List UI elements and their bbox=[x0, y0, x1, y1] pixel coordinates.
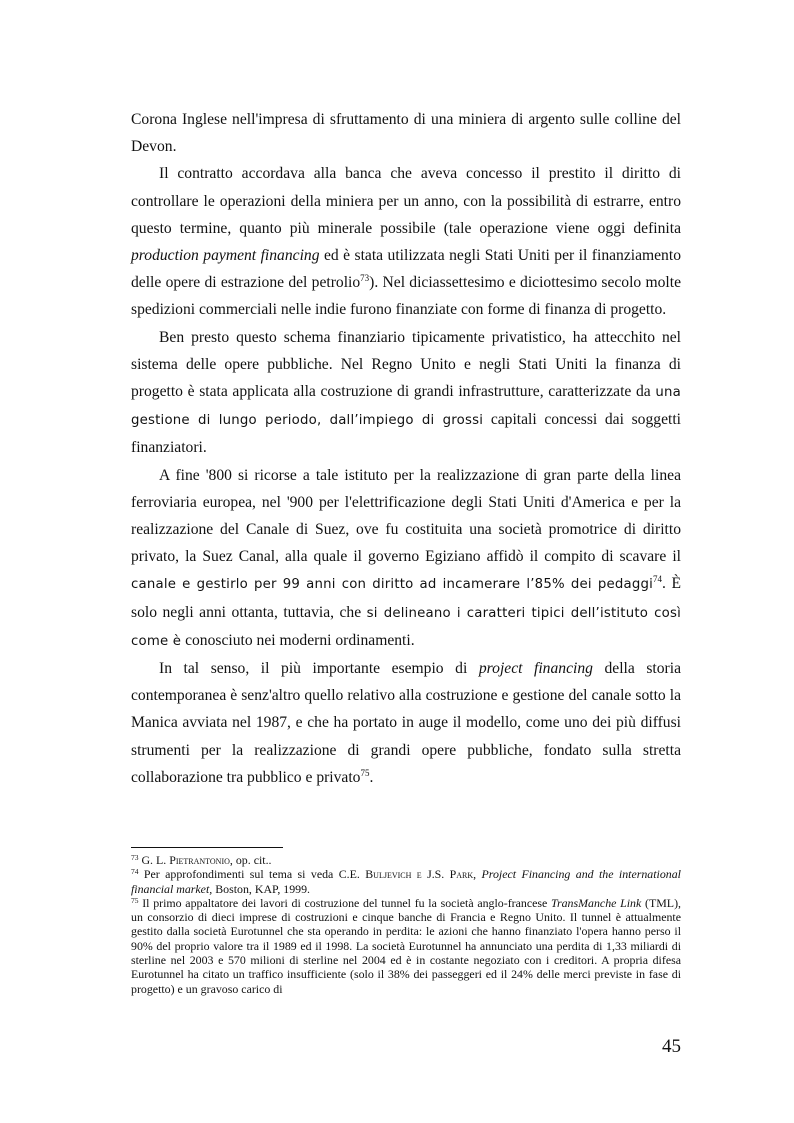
paragraph-3-sans-run: una gestione di lungo periodo, dall’impiego di grossi bbox=[131, 385, 681, 429]
footnote-73-text-b: , op. cit.. bbox=[229, 853, 272, 867]
footnote-ref-73[interactable]: 73 bbox=[360, 273, 370, 284]
footnote-75 bbox=[131, 896, 681, 996]
paragraph-4-text-a: A fine '800 si ricorse a tale istituto per la realizzazione di gran parte della linea ferroviaria europea, nel '900 per l'elettrificazione degli Stati Uniti d'America e per la realizzazione del Canale di Suez, ove fu costituita una società promotrice di diritto privato, la Suez Canal, alla quale il governo Egiziano affidò il compito di scavare il bbox=[131, 466, 681, 566]
paragraph-4-text-c: conosciuto nei moderni ordinamenti. bbox=[181, 631, 415, 649]
footnote-75-company-name: TransManche Link bbox=[551, 895, 642, 910]
footnote-75-text-b: (TML), un consorzio di dieci imprese di costruzioni e cinque banche di Francia e Regno Unito. Il tunnel è attualmente gestito dalla società Eurotunnel che sta operando in perdita: le azioni che hanno finanziato l'opera hanno perso il 90% del proprio valore tra il 1989 ed il 1998. La società Eurotunnel ha annunciato una perdita di 1,33 miliardi di sterline nel 2003 e 570 milioni di sterline nel 2004 ed è in costante negoziato con i creditori. A propria difesa Eurotunnel ha citato un traffico insufficiente (solo il 38% dei passeggeri ed il 24% delle merci previste in fase di progetto) e un gravoso carico di bbox=[131, 895, 682, 996]
page-number: 45 bbox=[662, 1036, 681, 1057]
paragraph-5-text-c: . bbox=[369, 768, 374, 786]
paragraph-4-text-b: . È solo negli anni ottanta, tuttavia, che bbox=[131, 575, 682, 621]
footnote-73 bbox=[131, 853, 681, 867]
body-text bbox=[131, 106, 681, 791]
paragraph-2-text-b: ed è stata utilizzata negli Stati Uniti per il finanziamento delle opere di estrazione del petrolio bbox=[131, 247, 681, 292]
paragraph-3 bbox=[131, 324, 681, 462]
footnote-74-authors: Buljevich e J.S. Park bbox=[365, 867, 474, 882]
footnotes bbox=[131, 853, 681, 996]
footnote-ref-74[interactable]: 74 bbox=[653, 574, 663, 585]
paragraph-2-text-c: ). Nel diciassettesimo e diciottesimo secolo molte spedizioni commerciali nelle indie furono finanziate con forme di finanza di progetto. bbox=[131, 274, 682, 319]
footnote-75-text-a: Il primo appaltatore dei lavori di costruzione del tunnel fu la società anglo-francese bbox=[138, 895, 552, 910]
footnote-74-text-a: Per approfondimenti sul tema si veda C.E. bbox=[138, 867, 366, 882]
footnote-number-75: 75 bbox=[131, 895, 139, 905]
footnote-74-text-c: Boston, KAP, 1999. bbox=[212, 881, 311, 896]
paragraph-1 bbox=[131, 106, 681, 160]
paragraph-5-text-b: della storia contemporanea è senz'altro quello relativo alla costruzione e gestione del canale sotto la Manica avviata nel 1987, e che ha portato in auge il modello, come uno dei più diffusi strumenti per la realizzazione di grandi opere pubbliche, fondato sulla stretta collaborazione tra pubblico e privato bbox=[131, 660, 681, 786]
italic-term-production-payment-financing: production payment financing bbox=[131, 247, 320, 265]
footnote-73-author: Pietrantonio bbox=[169, 853, 230, 867]
paragraph-3-text-b: capitali concessi dai soggetti finanziatori. bbox=[131, 411, 681, 457]
paragraph-4-sans-run-1: canale e gestirlo per 99 anni con diritto ad incamerare l’85% dei pedaggi bbox=[131, 577, 654, 593]
footnote-73-text-a: G. L. bbox=[138, 853, 170, 867]
footnote-number-73: 73 bbox=[131, 853, 139, 862]
paragraph-5 bbox=[131, 655, 681, 791]
footnote-separator bbox=[131, 847, 283, 848]
footnote-number-74: 74 bbox=[131, 867, 139, 877]
footnote-74-book-title: Project Financing and the international financial market, bbox=[131, 867, 681, 896]
paragraph-4 bbox=[131, 462, 681, 655]
paragraph-2 bbox=[131, 160, 681, 323]
paragraph-5-text-a: In tal senso, il più importante esempio di bbox=[159, 660, 479, 678]
paragraph-2-text-a: Il contratto accordava alla banca che aveva concesso il prestito il diritto di controllare le operazioni della miniera per un anno, con la possibilità di estrarre, entro questo termine, quanto più minerale possibile (tale operazione viene oggi definita bbox=[131, 165, 681, 237]
footnote-ref-75[interactable]: 75 bbox=[360, 767, 370, 778]
footnote-74 bbox=[131, 867, 681, 896]
italic-term-project-financing: project financing bbox=[478, 660, 593, 678]
footnote-74-text-b: , bbox=[473, 867, 482, 882]
paragraph-3-text-a: Ben presto questo schema finanziario tipicamente privatistico, ha attecchito nel sistema delle opere pubbliche. Nel Regno Unito e negli Stati Uniti la finanza di progetto è stata applicata alla costruzione di grandi infrastrutture, caratterizzate da bbox=[131, 328, 681, 401]
paragraph-1-text: Corona Inglese nell'impresa di sfruttamento di una miniera di argento sulle colline del Devon. bbox=[131, 111, 681, 156]
paragraph-4-sans-run-2: si delineano i caratteri tipici dell’istituto così come è bbox=[131, 605, 681, 649]
